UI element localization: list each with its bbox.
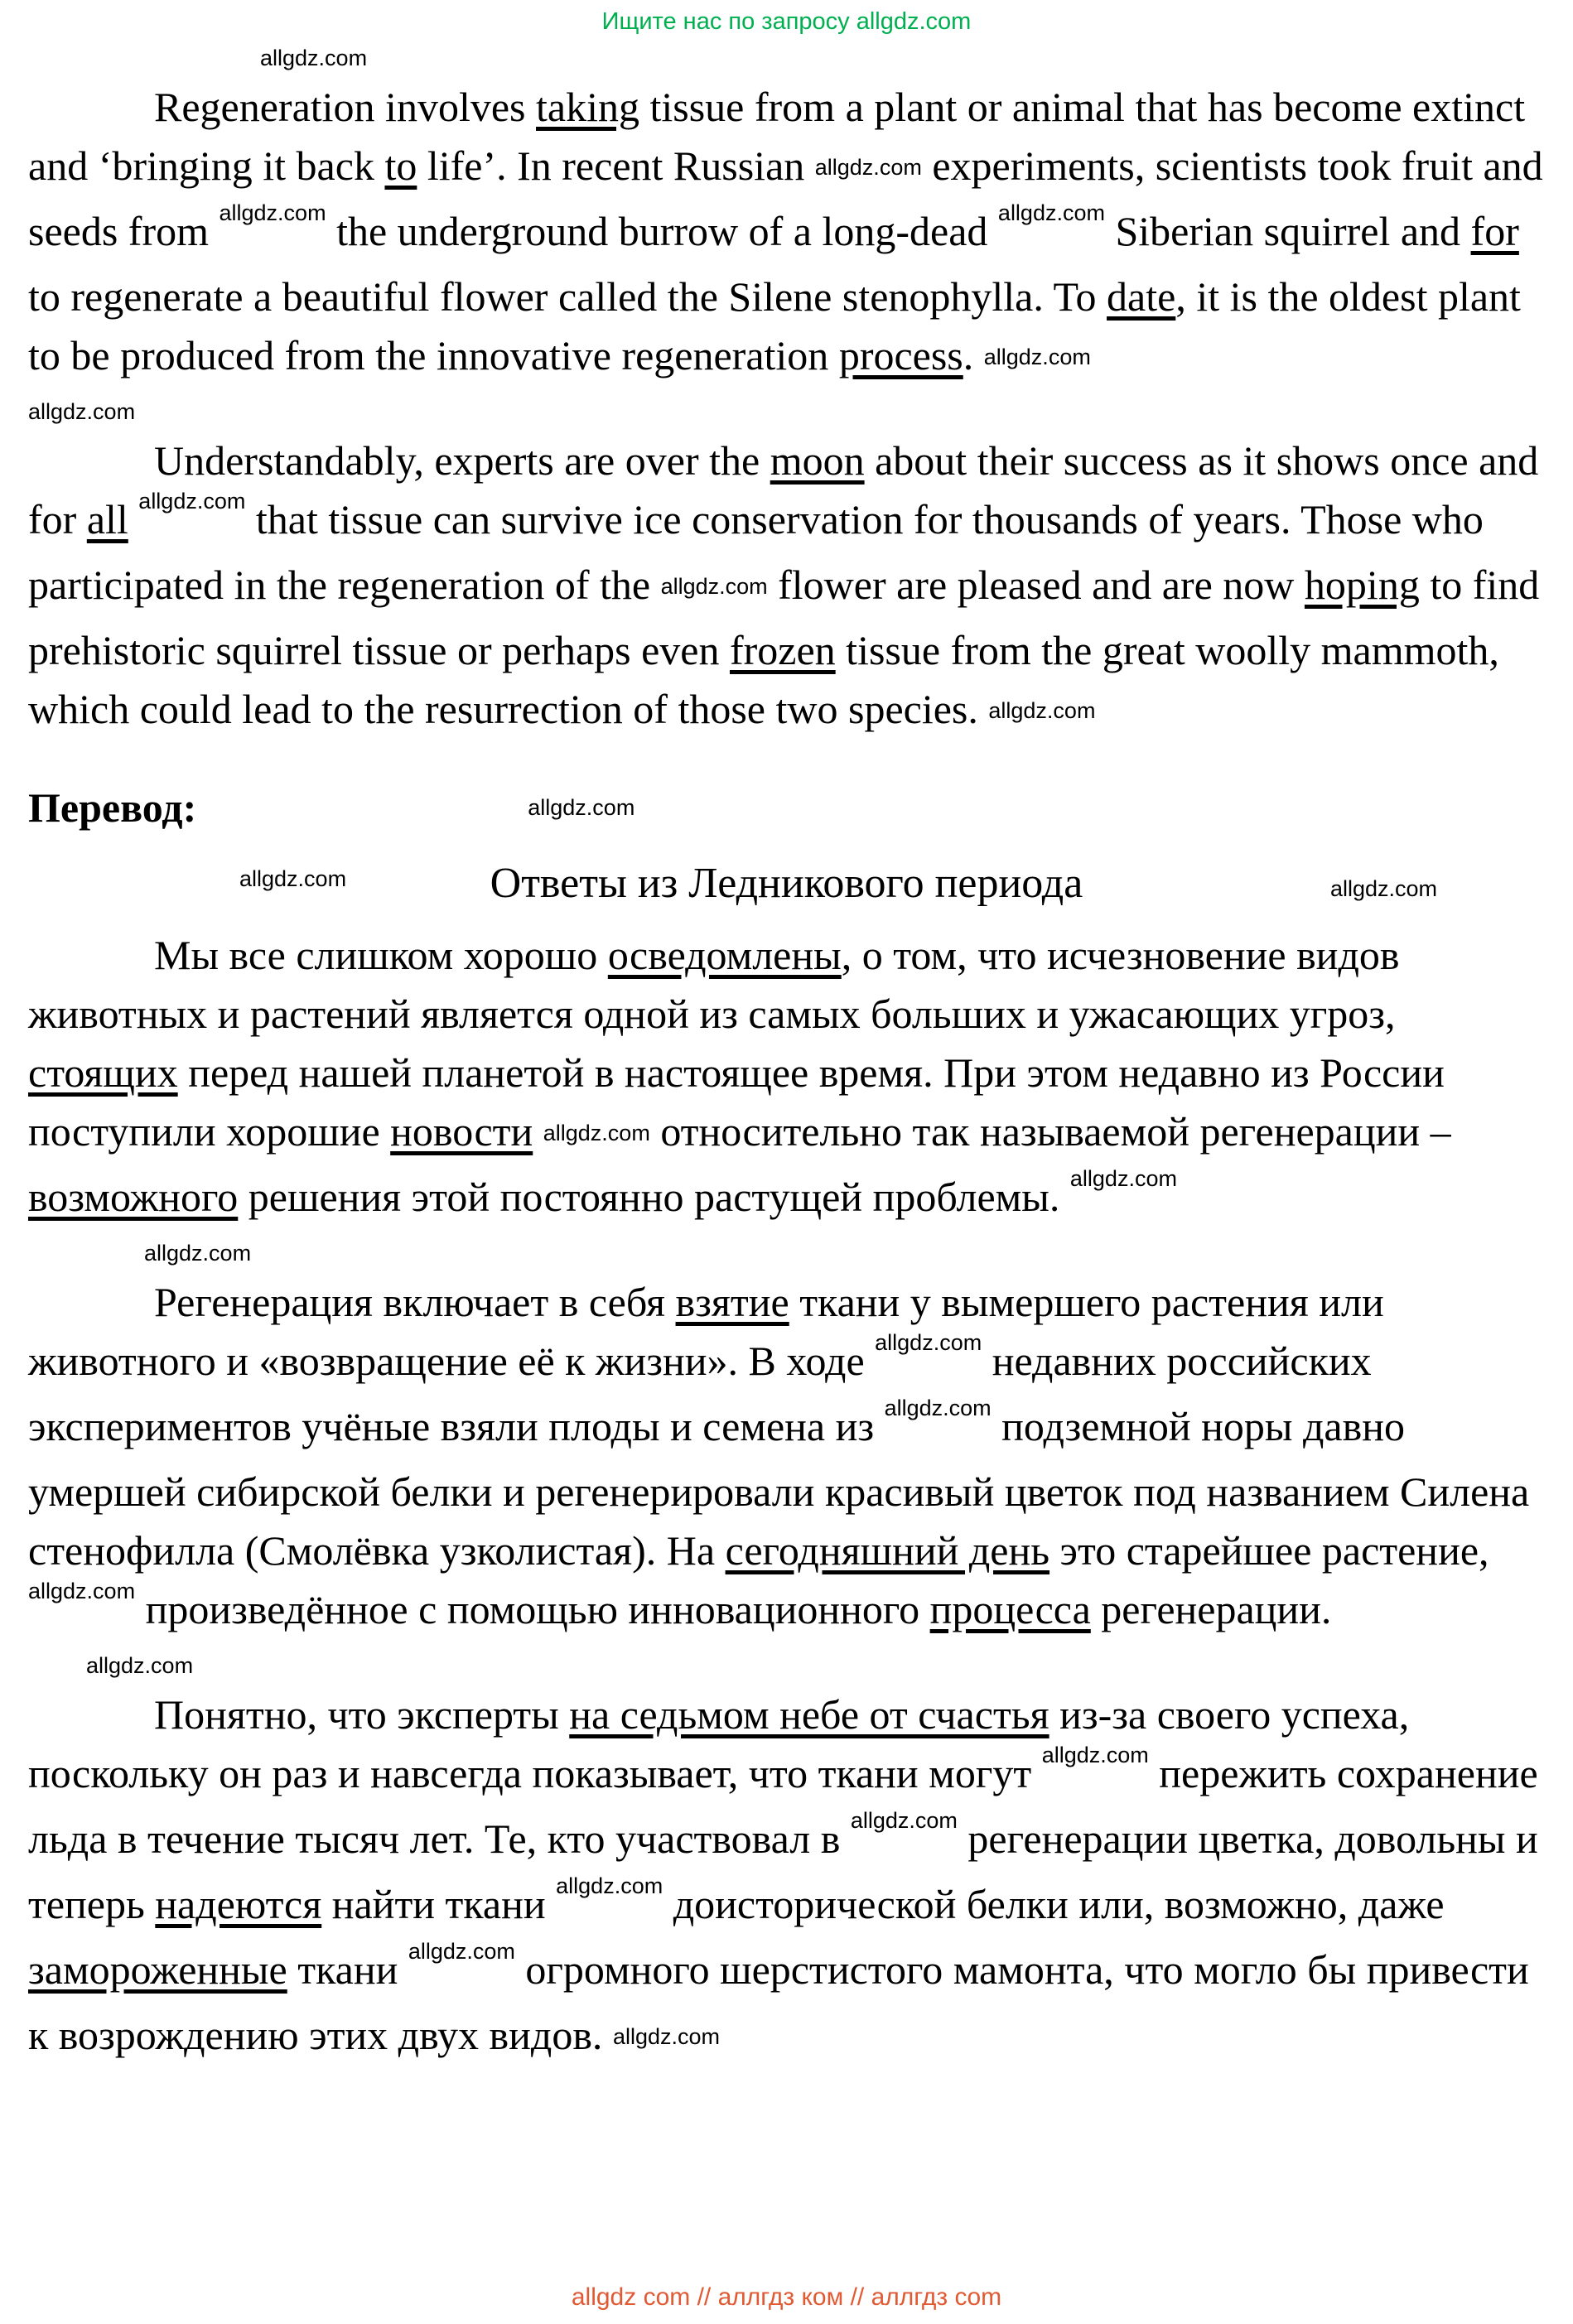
text-run: ткани bbox=[287, 1946, 408, 1993]
text-run: найти ткани bbox=[321, 1881, 557, 1927]
watermark-line bbox=[28, 1233, 1545, 1273]
watermark: allgdz.com bbox=[556, 1873, 663, 1898]
watermark-line bbox=[28, 392, 1545, 432]
text-run: , it is the oldest plant to be produced from the innovative regeneration bbox=[28, 273, 1521, 378]
watermark: allgdz.com bbox=[138, 489, 246, 513]
underlined-term: all bbox=[86, 496, 128, 542]
underlined-term: надеются bbox=[155, 1881, 322, 1927]
text-run: to find prehistoric squirrel tissue or perhaps even bbox=[28, 562, 1540, 673]
text-run: относительно так называемой регенерации – bbox=[649, 1108, 1451, 1155]
watermark: allgdz.com bbox=[997, 200, 1105, 225]
text-run: регенерации. bbox=[1090, 1586, 1332, 1632]
watermark: allgdz.com bbox=[239, 866, 347, 891]
watermark: allgdz.com bbox=[875, 1330, 982, 1355]
text-run: огромного шерстистого мамонта, что могло бы привести к возрождению этих двух видов. bbox=[28, 1946, 1529, 2058]
underlined-term: процесса bbox=[929, 1586, 1091, 1632]
watermark: allgdz.com bbox=[260, 46, 368, 70]
paragraph-en bbox=[28, 78, 1545, 392]
text-run: Понятно, что эксперты bbox=[154, 1691, 570, 1738]
translation-title-row bbox=[28, 850, 1545, 918]
text-run bbox=[128, 496, 139, 542]
translation-label-row bbox=[28, 775, 1545, 846]
text-run: это старейшее растение, bbox=[1049, 1527, 1489, 1574]
text-run: . bbox=[963, 332, 984, 378]
text-run: перед нашей планетой в настоящее время. При этом недавно из России поступили хорошие bbox=[28, 1049, 1445, 1155]
watermark: allgdz.com bbox=[28, 1579, 136, 1603]
text-run: Регенерация включает в себя bbox=[154, 1279, 676, 1325]
watermark: allgdz.com bbox=[983, 345, 1091, 369]
paragraph-ru bbox=[28, 926, 1545, 1233]
text-run: решения этой постоянно растущей проблемы. bbox=[238, 1174, 1070, 1220]
text-run: регенерации цветка, довольны и теперь bbox=[28, 1815, 1538, 1927]
text-run: из-за своего успеха, поскольку он раз и навсегда показывает, что ткани могут bbox=[28, 1691, 1410, 1796]
paragraph-en bbox=[28, 432, 1545, 745]
paragraph-ru bbox=[28, 1685, 1545, 2071]
document-content bbox=[28, 38, 1545, 2071]
underlined-term: for bbox=[1470, 208, 1519, 254]
watermark: allgdz.com bbox=[850, 1808, 958, 1833]
underlined-term: date bbox=[1107, 273, 1176, 320]
watermark: allgdz.com bbox=[884, 1396, 992, 1420]
watermark: allgdz.com bbox=[86, 1653, 194, 1678]
text-run: подземной норы давно умершей сибирской белки и регенерировали красивый цветок под названием Силена стенофилла (Смолёвка узколистая). На bbox=[28, 1403, 1530, 1574]
text-run: , о том, что исчезновение видов животных и растений является одной из самых больших и ужасающих угроз, bbox=[28, 932, 1400, 1037]
text-run: произведённое с помощью инновационного bbox=[135, 1586, 930, 1632]
watermark: allgdz.com bbox=[1329, 876, 1437, 901]
text-run: about their success as it shows once and for bbox=[28, 437, 1539, 542]
watermark: allgdz.com bbox=[1069, 1166, 1177, 1191]
underlined-term: taking bbox=[536, 84, 639, 130]
watermark: allgdz.com bbox=[988, 698, 1096, 723]
watermark: allgdz.com bbox=[528, 795, 635, 820]
underlined-term: hoping bbox=[1304, 562, 1420, 608]
text-run: experiments, scientists took fruit and seeds from bbox=[28, 142, 1543, 254]
text-run: that tissue can survive ice conservation for thousands of years. Those who participated in the regeneration of the bbox=[28, 496, 1484, 608]
text-run: Regeneration involves bbox=[154, 84, 536, 130]
paragraph-ru bbox=[28, 1273, 1545, 1646]
translation-label: Перевод: bbox=[28, 784, 197, 831]
text-run: Siberian squirrel and bbox=[1104, 208, 1471, 254]
text-run bbox=[533, 1108, 543, 1155]
underlined-term: moon bbox=[770, 437, 865, 484]
underlined-term: process bbox=[838, 332, 963, 378]
text-run: недавних российских экспериментов учёные взяли плоды и семена из bbox=[28, 1338, 1372, 1449]
watermark: allgdz.com bbox=[408, 1939, 515, 1964]
text-run: tissue from a plant or animal that has become extinct and ‘bringing it back bbox=[28, 84, 1526, 189]
watermark-line bbox=[28, 1646, 1545, 1685]
watermark: allgdz.com bbox=[1041, 1743, 1149, 1767]
underlined-term: взятие bbox=[675, 1279, 789, 1325]
text-run: life’. In recent Russian bbox=[417, 142, 815, 189]
underlined-term: замороженные bbox=[28, 1946, 287, 1993]
underlined-term: frozen bbox=[729, 627, 836, 673]
watermark: allgdz.com bbox=[543, 1121, 650, 1145]
text-run: Мы все слишком хорошо bbox=[154, 932, 608, 978]
translation-title: Ответы из Ледникового периода bbox=[490, 860, 1083, 907]
promo-banner: Ищите нас по запросу allgdz.com bbox=[601, 8, 972, 35]
underlined-term: осведомлены bbox=[607, 932, 842, 978]
text-run: the underground burrow of a long-dead bbox=[326, 208, 998, 254]
text-run: flower are pleased and are now bbox=[767, 562, 1305, 608]
text-run: to regenerate a beautiful flower called the Silene stenophylla. To bbox=[28, 273, 1107, 320]
underlined-term: стоящих bbox=[28, 1049, 178, 1096]
watermark: allgdz.com bbox=[814, 155, 922, 180]
underlined-term: сегодняшний день bbox=[725, 1527, 1050, 1574]
watermark: allgdz.com bbox=[612, 2024, 720, 2049]
text-run: tissue from the great woolly mammoth, which could lead to the resurrection of those two species. bbox=[28, 627, 1499, 732]
watermark: allgdz.com bbox=[219, 200, 326, 225]
text-run: ткани у вымершего растения или животного и «возвращение её к жизни». В ходе bbox=[28, 1279, 1384, 1384]
footer-site-queries: allgdz com // аллгдз ком // аллгдз com bbox=[571, 2283, 1002, 2311]
watermark-line bbox=[28, 38, 1545, 78]
underlined-term: на седьмом небе от счастья bbox=[569, 1691, 1049, 1738]
underlined-term: to bbox=[384, 142, 417, 189]
text-run: Understandably, experts are over the bbox=[154, 437, 770, 484]
underlined-term: возможного bbox=[28, 1174, 239, 1220]
watermark: allgdz.com bbox=[660, 574, 768, 599]
watermark: allgdz.com bbox=[144, 1241, 252, 1266]
text-run: доисторической белки или, возможно, даже bbox=[663, 1881, 1445, 1927]
underlined-term: новости bbox=[390, 1108, 533, 1155]
watermark: allgdz.com bbox=[28, 399, 136, 424]
text-run: пережить сохранение льда в течение тысяч лет. Те, кто участвовал в bbox=[28, 1750, 1538, 1862]
